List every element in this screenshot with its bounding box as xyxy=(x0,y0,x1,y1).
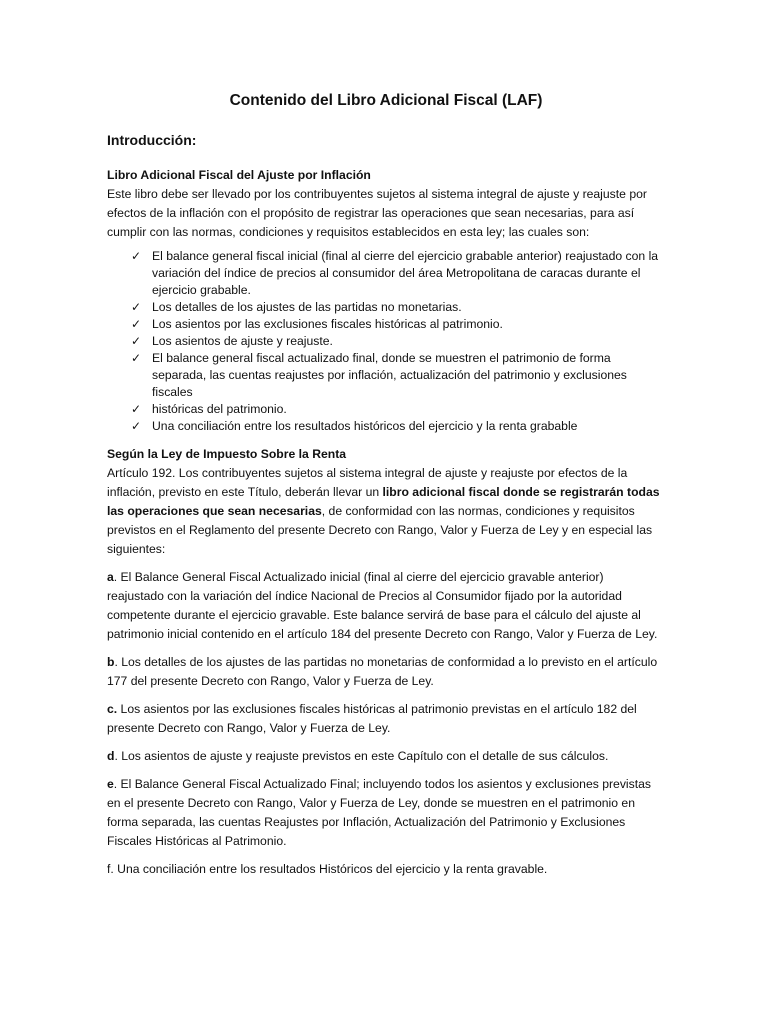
section-heading: Según la Ley de Impuesto Sobre la Renta xyxy=(107,447,347,461)
section-paragraph: Este libro debe ser llevado por los contribuyentes sujetos al sistema integral de ajuste y reajuste por efectos de la inflación con el propósito de registrar las operaciones que sean necesarias, para así cumplir con las normas, condiciones y requisitos establecidos en esta ley; las cuales son: xyxy=(107,187,647,239)
list-item-text: Los asientos de ajuste y reajuste. xyxy=(152,334,333,348)
article-item-b xyxy=(107,653,660,691)
item-letter: e xyxy=(107,777,114,791)
item-text: . El Balance General Fiscal Actualizado Final; incluyendo todos los asientos y exclusiones previstas en el presente Decreto con Rango, Valor y Fuerza de Ley, donde se muestren en el patrimonio en forma separada, las cuentas Reajustes por Inflación, Actualización del Patrimonio y Exclusiones Fiscales Históricas al Patrimonio. xyxy=(107,777,651,848)
item-text: . Los detalles de los ajustes de las partidas no monetarias de conformidad a lo previsto en el artículo 177 del presente Decreto con Rango, Valor y Fuerza de Ley. xyxy=(107,655,658,688)
item-letter: c. xyxy=(107,702,118,716)
intro-heading: Introducción: xyxy=(107,132,197,148)
list-item-text: Los detalles de los ajustes de las partidas no monetarias. xyxy=(152,300,462,314)
article-text: , de conformidad con las normas, condiciones y requisitos previstos en el Reglamento del presente Decreto con Rango, Valor y Fuerza de Ley y en especial las siguientes: xyxy=(107,504,653,556)
item-letter: b xyxy=(107,655,115,669)
article-text: Artículo 192. Los contribuyentes sujetos al sistema integral de ajuste y reajuste por efectos de la inflación, previsto en este Título, deberán llevar un xyxy=(107,466,628,499)
list-item-text: históricas del patrimonio. xyxy=(152,402,287,416)
item-letter: d xyxy=(107,749,115,763)
list-item-text: El balance general fiscal inicial (final al cierre del ejercicio grabable anterior) reajustado con la variación del índice de precios al consumidor del área Metropolitana de caracas durante el ejercicio grabable. xyxy=(152,249,659,297)
article-item-f xyxy=(107,860,660,879)
check-icon: ✓ xyxy=(131,351,142,365)
list-item xyxy=(131,418,660,435)
list-item xyxy=(131,316,660,333)
article-item-d xyxy=(107,747,660,766)
item-text: . Los asientos de ajuste y reajuste previstos en este Capítulo con el detalle de sus cálculos. xyxy=(114,749,609,763)
check-icon: ✓ xyxy=(131,334,142,348)
article-item-e xyxy=(107,775,660,851)
section-heading: Libro Adicional Fiscal del Ajuste por Inflación xyxy=(107,168,371,182)
item-letter: f xyxy=(107,862,111,876)
list-item xyxy=(131,248,660,299)
article-emphasis: libro adicional fiscal donde se registrarán todas las operaciones que sean necesarias xyxy=(107,485,660,518)
article-item-c xyxy=(107,700,660,738)
item-letter: a xyxy=(107,570,114,584)
list-item xyxy=(131,350,660,401)
section-islr-law xyxy=(107,445,660,879)
list-item-text: El balance general fiscal actualizado final, donde se muestren el patrimonio de forma separada, las cuentas reajustes por inflación, actualización del patrimonio y exclusiones fiscales xyxy=(152,351,627,399)
article-192-paragraph xyxy=(107,464,660,559)
check-icon: ✓ xyxy=(131,300,142,314)
list-item-text: Una conciliación entre los resultados históricos del ejercicio y la renta grabable xyxy=(152,419,578,433)
check-icon: ✓ xyxy=(131,419,142,433)
document-title: Contenido del Libro Adicional Fiscal (LAF) xyxy=(229,92,543,109)
check-icon: ✓ xyxy=(131,249,142,263)
item-text: . El Balance General Fiscal Actualizado inicial (final al cierre del ejercicio gravable anterior) reajustado con la variación del índice Nacional de Precios al Consumidor fijado por la autoridad competente durante el ejercicio gravable. Este balance servirá de base para el cálculo del ajuste al patrimonio inicial contenido en el artículo 184 del presente Decreto con Rango, Valor y Fuerza de Ley. xyxy=(107,570,658,641)
section-laf-description xyxy=(107,166,660,435)
article-item-a xyxy=(107,568,660,644)
checklist xyxy=(107,248,660,435)
list-item xyxy=(131,401,660,418)
check-icon: ✓ xyxy=(131,317,142,331)
list-item xyxy=(131,299,660,316)
item-text: . Una conciliación entre los resultados Históricos del ejercicio y la renta gravable. xyxy=(110,862,548,876)
item-text: Los asientos por las exclusiones fiscales históricas al patrimonio previstas en el artículo 182 del presente Decreto con Rango, Valor y Fuerza de Ley. xyxy=(107,702,637,735)
list-item-text: Los asientos por las exclusiones fiscales históricas al patrimonio. xyxy=(152,317,503,331)
list-item xyxy=(131,333,660,350)
check-icon: ✓ xyxy=(131,402,142,416)
